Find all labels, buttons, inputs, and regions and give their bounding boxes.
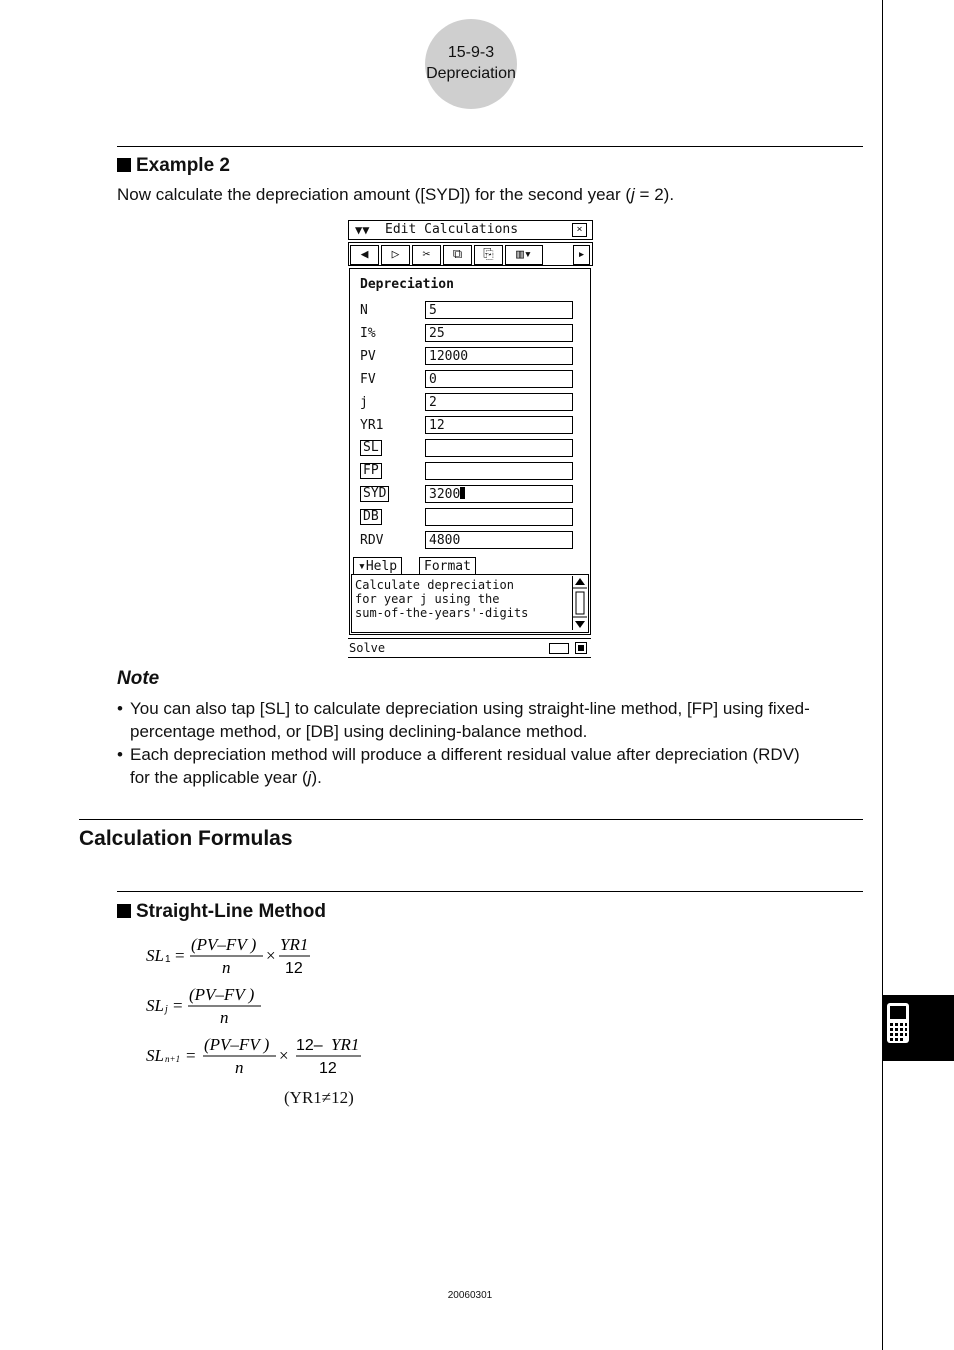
svg-text:=: = xyxy=(186,1046,196,1065)
table-view-icon[interactable]: ▥▾ xyxy=(505,245,543,265)
field-row-j xyxy=(360,393,580,413)
tab-format[interactable]: Format xyxy=(419,557,476,575)
tab-help[interactable]: ▾Help xyxy=(353,557,402,575)
margin-rule xyxy=(882,0,883,1350)
db-output[interactable] xyxy=(425,508,573,526)
syd-button[interactable]: SYD xyxy=(360,486,389,502)
slj-sub: j xyxy=(165,1004,168,1015)
field-label: I% xyxy=(360,326,376,341)
copy-icon[interactable]: ⧉ xyxy=(443,245,472,265)
svg-text:×: × xyxy=(266,946,276,965)
toolbar xyxy=(348,242,593,266)
sln1-sub: n+1 xyxy=(165,1054,181,1064)
menu-icon[interactable]: ▼▼ xyxy=(355,223,370,237)
sl1-numerator: (PV–FV ) xyxy=(191,935,257,954)
field-row-sl xyxy=(360,439,580,459)
list-item-line: • Each depreciation method will produce a different residual value after depreciation (RDV) xyxy=(130,745,800,764)
help-line: Calculate depreciation xyxy=(355,578,514,592)
svg-text:=: = xyxy=(175,946,185,965)
tab-bar xyxy=(353,557,589,575)
list-item xyxy=(117,743,867,789)
svg-text:=: = xyxy=(173,996,183,1015)
sln1-twelve: 12 xyxy=(319,1060,337,1077)
formula-sln1-graphic xyxy=(146,1032,386,1080)
help-line: sum-of-the-years'-digits xyxy=(355,606,529,620)
cut-icon[interactable]: ✂ xyxy=(412,245,441,265)
fp-output[interactable] xyxy=(425,462,573,480)
help-text xyxy=(355,578,567,620)
page-header-title: Depreciation xyxy=(426,65,516,82)
field-row-ipct xyxy=(360,324,580,344)
fp-button[interactable]: FP xyxy=(360,463,382,479)
text-cursor xyxy=(460,487,465,499)
field-row-db xyxy=(360,508,580,528)
interest-input[interactable]: 25 xyxy=(425,324,573,342)
sl-output[interactable] xyxy=(425,439,573,457)
subsection-rule xyxy=(117,891,863,892)
status-text: Solve xyxy=(349,641,386,655)
j-input[interactable]: 2 xyxy=(425,393,573,411)
field-label: PV xyxy=(360,349,376,364)
window-title: Edit Calculations xyxy=(385,222,519,237)
list-item xyxy=(117,697,867,743)
slj-denominator: n xyxy=(220,1008,229,1027)
db-button[interactable]: DB xyxy=(360,509,382,525)
help-scrollbar[interactable] xyxy=(572,576,587,630)
example-rule xyxy=(117,146,863,147)
square-bullet-icon xyxy=(117,158,131,172)
help-line: for year j using the xyxy=(355,592,500,606)
example-heading: Example 2 xyxy=(117,155,230,177)
panel-title: Depreciation xyxy=(360,277,454,292)
page-number: 15-9-3 xyxy=(447,44,495,61)
play-icon[interactable]: ▷ xyxy=(381,245,410,265)
field-row-yr1 xyxy=(360,416,580,436)
scrollbar-arrows-icon xyxy=(573,576,587,630)
field-label: FV xyxy=(360,372,376,387)
example-text: Now calculate the depreciation amount ([SYD]) for the second year (j = 2). xyxy=(117,185,675,204)
syd-output[interactable]: 3200 xyxy=(425,485,573,503)
field-row-n xyxy=(360,301,580,321)
sl1-lhs: SL xyxy=(146,946,164,965)
slj-numerator: (PV–FV ) xyxy=(189,985,255,1004)
calculator-screen xyxy=(348,220,593,658)
help-box xyxy=(351,574,589,633)
field-row-rdv xyxy=(360,531,580,551)
formula-slj xyxy=(146,982,346,1035)
list-item-line: for the applicable year (j). xyxy=(130,768,322,787)
status-bar xyxy=(348,638,591,658)
footer-code: 20060301 xyxy=(447,1290,493,1301)
sln1-yr1: YR1 xyxy=(331,1035,360,1054)
formula-condition: (YR1≠12) xyxy=(284,1088,354,1107)
square-bullet-icon xyxy=(117,904,131,918)
field-label: RDV xyxy=(360,533,384,548)
list-item-line: percentage method, or [DB] using declining-balance method. xyxy=(130,722,588,741)
sln1-twelve-minus: 12– xyxy=(296,1037,323,1054)
section-title: Calculation Formulas xyxy=(79,827,293,850)
battery-icon xyxy=(549,643,569,654)
field-row-pv xyxy=(360,347,580,367)
back-icon[interactable]: ◀ xyxy=(350,245,379,265)
sl1-sub: 1 xyxy=(165,954,171,965)
n-input[interactable]: 5 xyxy=(425,301,573,319)
field-row-fp xyxy=(360,462,580,482)
field-label: N xyxy=(360,303,368,318)
note-list xyxy=(117,697,867,789)
page-badge xyxy=(425,19,517,109)
stop-icon[interactable] xyxy=(575,642,587,654)
sl1-twelve: 12 xyxy=(285,960,303,977)
sln1-lhs: SL xyxy=(146,1046,164,1065)
sl1-denominator: n xyxy=(222,958,231,977)
field-label: j xyxy=(360,395,368,410)
calculator-icon xyxy=(886,1002,910,1044)
formula-sl1 xyxy=(146,932,346,985)
sln1-numerator: (PV–FV ) xyxy=(204,1035,270,1054)
note-title: Note xyxy=(117,668,160,689)
depreciation-panel xyxy=(349,268,591,635)
sln1-denominator: n xyxy=(235,1058,244,1077)
list-item-line: • You can also tap [SL] to calculate depreciation using straight-line method, [FP] using fixed- xyxy=(130,699,810,718)
pv-input[interactable]: 12000 xyxy=(425,347,573,365)
sl1-yr1: YR1 xyxy=(280,935,309,954)
close-icon[interactable]: × xyxy=(572,223,587,237)
svg-text:×: × xyxy=(279,1046,289,1065)
subsection-title: Straight-Line Method xyxy=(117,901,326,923)
slj-lhs: SL xyxy=(146,996,164,1015)
formula-sln1 xyxy=(146,1032,386,1085)
rdv-output[interactable]: 4800 xyxy=(425,531,573,549)
window-titlebar xyxy=(348,220,593,240)
yr1-input[interactable]: 12 xyxy=(425,416,573,434)
formula-slj-graphic xyxy=(146,982,346,1030)
field-row-fv xyxy=(360,370,580,390)
chapter-tab xyxy=(882,995,954,1061)
paste-icon[interactable]: ⎘ xyxy=(474,245,503,265)
field-label: YR1 xyxy=(360,418,384,433)
scroll-right-icon[interactable]: ▸ xyxy=(573,245,590,265)
section-rule xyxy=(79,819,863,820)
formula-sl1-graphic xyxy=(146,932,346,980)
fv-input[interactable]: 0 xyxy=(425,370,573,388)
field-row-syd xyxy=(360,485,580,505)
sl-button[interactable]: SL xyxy=(360,440,382,456)
